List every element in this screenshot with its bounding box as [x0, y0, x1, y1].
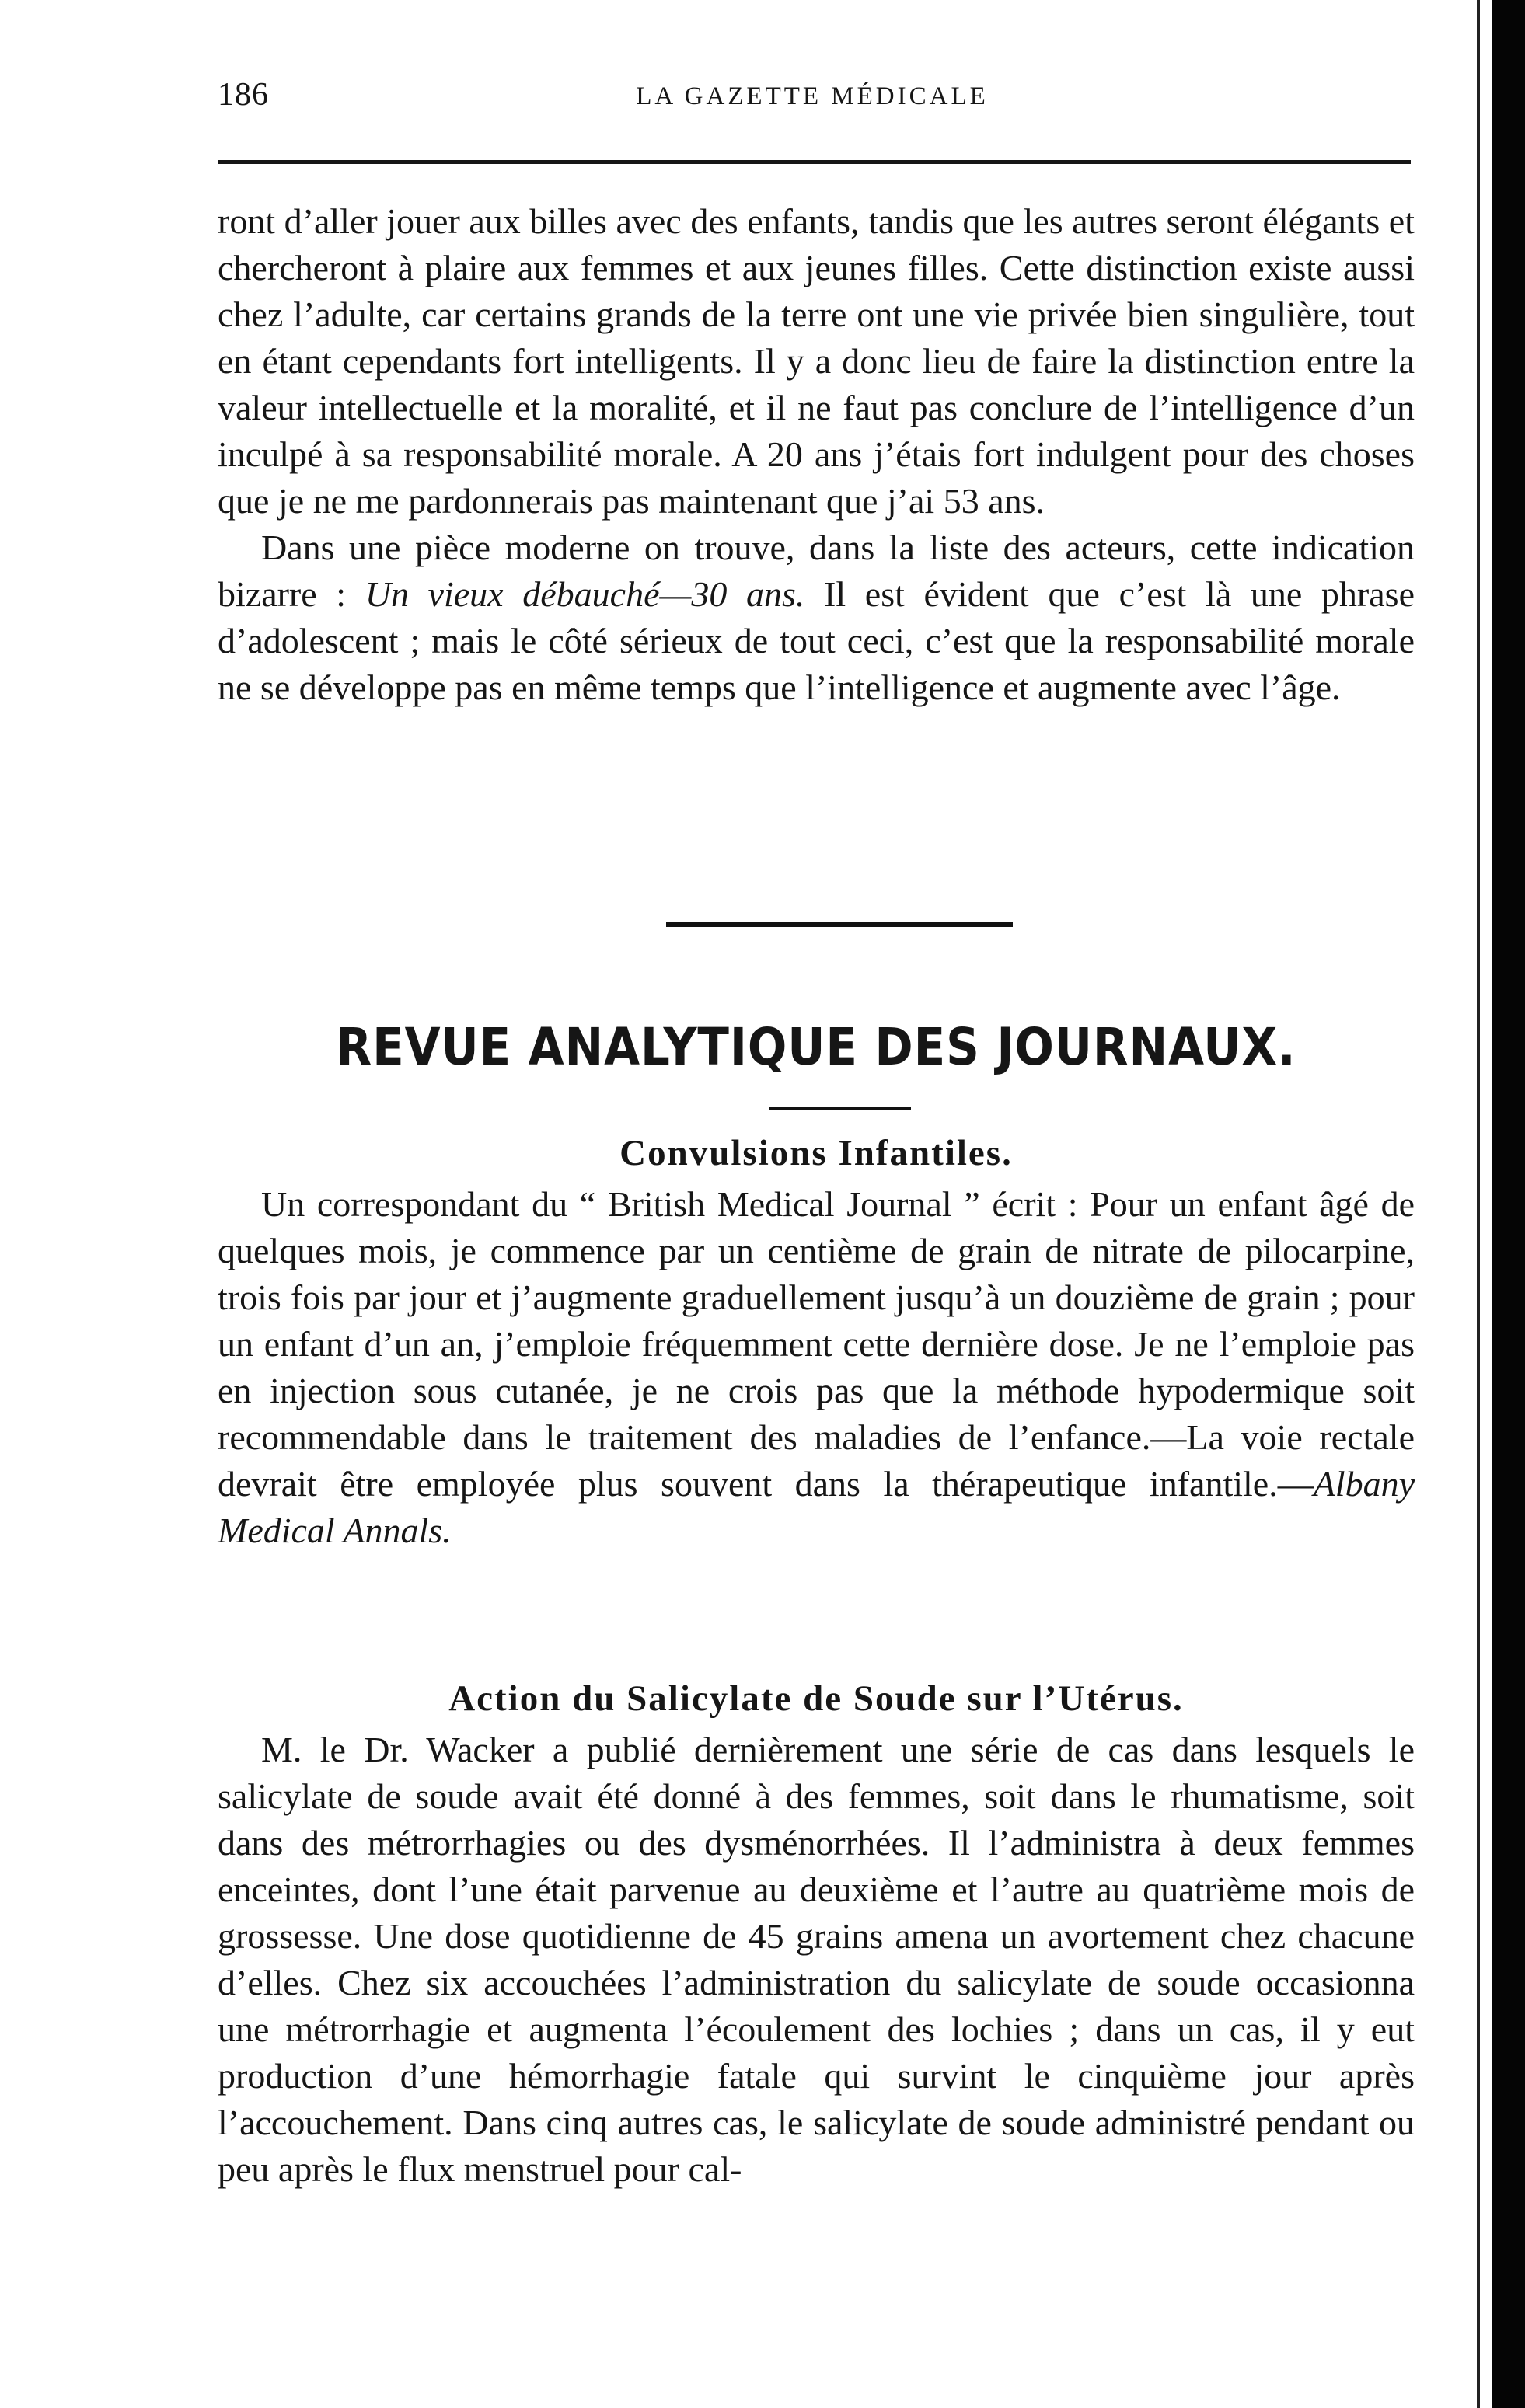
quoted-indication-paragraph — [218, 524, 1415, 711]
paragraph-text-start: Dans une pièce moderne on trouve, dans la liste des acteurs, cette indication bizarre : — [218, 528, 1415, 614]
running-head: LA GAZETTE MÉDICALE — [636, 82, 989, 110]
article-text: M. le Dr. Wacker a publié dernièrement une série de cas dans lesquels le salicylate de soude avait été donné à des femmes, soit dans le rhumatisme, soit dans des métrorrhagies ou des dysménorrhées. Il l’administra à deux femmes enceintes, dont l’une était parvenue au deuxième et l’autre au quatrième mois de grossesse. Une dose quotidienne de 45 grains amena un avortement chez chacune d’elles. Chez six accouchées l’administration du salicylate de soude occasionna une métrorrhagie et augmenta l’écoulement des lochies ; dans un cas, il y eut production d’une hémorrhagie fatale qui survint le cinquième jour après l’accouchement. Dans cinq autres cas, le salicylate de soude administré pendant ou peu après le flux menstruel pour cal- — [218, 1730, 1415, 2189]
article-title: Action du Salicylate de Soude sur l’Utérus. — [448, 1678, 1184, 1719]
article-text — [218, 1181, 1415, 1554]
section-title-rule — [769, 1107, 911, 1110]
article-body: Un correspondant du “ British Medical Journal ” écrit : Pour un enfant âgé de quelques mois, je commence par un centième de grain de nitrate de pilocarpine, trois fois par jour et j’augmente graduellement jusqu’à un douzième de grain ; pour un enfant d’un an, j’emploie fréquemment cette dernière dose. Je ne l’emploie pas en injection sous cutanée, je ne crois pas que la méthode hypodermique soit recommendable dans le traitement des maladies de l’enfance.—La voie rectale devrait être employée plus souvent dans la thérapeutique infantile.— — [218, 1184, 1415, 1504]
binding-edge — [1492, 0, 1525, 2408]
page-header — [218, 76, 1407, 124]
page-number: 186 — [218, 77, 269, 113]
section-title: REVUE ANALYTIQUE DES JOURNAUX. — [336, 1017, 1296, 1077]
article-convulsions-infantiles — [218, 1125, 1415, 1554]
article-source: Albany Medical Annals. — [218, 1464, 1415, 1550]
paragraph-text-end: Il est évident que c’est là une phrase d’adolescent ; mais le côté sérieux de tout ceci, c’est que la responsabilité morale ne se développe pas en même temps que l’intelligence et augmente avec l’âge. — [218, 574, 1415, 707]
italic-quotation: Un vieux débauché—30 ans. — [365, 574, 805, 614]
opening-paragraph: ront d’aller jouer aux billes avec des enfants, tandis que les autres seront élégants et chercheront à plaire aux femmes et aux jeunes filles. Cette distinction existe aussi chez l’adulte, car certains grands de la terre ont une vie privée bien singulière, tout en étant cependants fort intelligents. Il y a donc lieu de faire la distinction entre la valeur intellectuelle et la moralité, et il ne faut pas conclure de l’intelligence d’un inculpé à sa responsabilité morale. A 20 ans j’étais fort indulgent pour des choses que je ne me pardonnerais pas maintenant que j’ai 53 ans. — [218, 201, 1415, 521]
article-title: Convulsions Infantiles. — [619, 1133, 1013, 1173]
article-salicylate-uterus — [218, 1671, 1415, 2193]
header-rule — [218, 160, 1411, 164]
binding-shadow-line — [1477, 0, 1480, 2408]
section-divider — [666, 922, 1013, 927]
opening-text — [218, 198, 1415, 711]
